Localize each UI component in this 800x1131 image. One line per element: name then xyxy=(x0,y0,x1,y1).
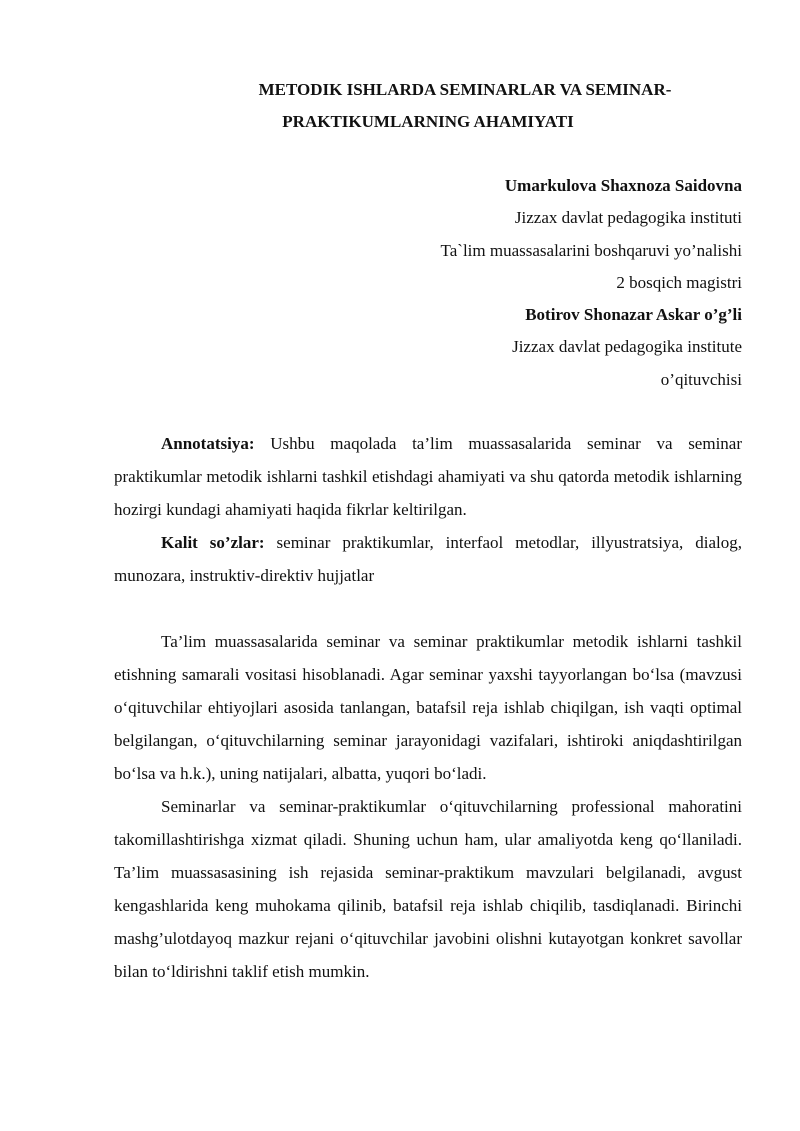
author-1-position: 2 bosqich magistri xyxy=(616,272,742,292)
spacer xyxy=(114,592,742,625)
keywords-paragraph xyxy=(114,526,742,592)
body-paragraph-2: Seminarlar va seminar-praktikumlar o‘qituvchilarning professional mahoratini takomillashtirishga xizmat qiladi. Shuning uchun ham, ular amaliyotda keng qo‘llaniladi. Ta’lim muassasasining ish rejasida seminar-praktikum mavzulari belgilanadi, avgust kengashlarida keng muhokama qilinib, batafsil reja ishlab chiqilib, tasdiqlanadi. Birinchi mashg’ulotdayoq mazkur rejani o‘qituvchilar javobini olishni kutayotgan konkret savollar bilan to‘ldirishni taklif etish mumkin. xyxy=(114,797,742,981)
abstract-label: Annotatsiya: xyxy=(161,434,255,453)
author-block xyxy=(114,170,742,396)
title-line-1: METODIK ISHLARDA SEMINARLAR VA SEMINAR- xyxy=(258,80,672,99)
abstract-paragraph xyxy=(114,427,742,526)
author-1-affiliation: Jizzax davlat pedagogika instituti xyxy=(514,208,742,228)
keywords-text: seminar praktikumlar, interfaol metodlar, illyustratsiya, dialog, munozara, instruktiv-direktiv hujjatlar xyxy=(114,533,743,585)
author-1-department: Ta`lim muassasalarini boshqaruvi yo’nalishi xyxy=(440,240,742,260)
keywords-label: Kalit so’zlar: xyxy=(161,533,265,552)
article-body xyxy=(114,427,742,988)
author-2-position: o’qituvchisi xyxy=(660,369,742,389)
article-title xyxy=(114,74,742,138)
title-line-2: PRAKTIKUMLARNING AHAMIYATI xyxy=(282,112,574,131)
author-1-name: Umarkulova Shaxnoza Saidovna xyxy=(504,176,742,195)
abstract-text: Ushbu maqolada ta’lim muassasalarida seminar va seminar praktikumlar metodik ishlarni tashkil etishdagi ahamiyati va shu qatorda metodik ishlarning hozirgi kundagi ahamiyati haqida fikrlar keltirilgan. xyxy=(114,434,743,519)
author-2-name: Botirov Shonazar Askar o’g’li xyxy=(525,305,742,325)
author-2-affiliation: Jizzax davlat pedagogika institute xyxy=(512,337,742,357)
body-paragraph-1: Ta’lim muassasalarida seminar va seminar praktikumlar metodik ishlarni tashkil etishning samarali vositasi hisoblanadi. Agar seminar yaxshi tayyorlangan bo‘lsa (mavzusi o‘qituvchilar ehtiyojlari asosida tanlangan, batafsil reja ishlab chiqilgan, ish vaqti optimal belgilangan, o‘qituvchilarning seminar jarayonidagi vazifalari, ishtiroki aniqdashtirilgan bo‘lsa va h.k.), uning natijalari, albatta, yuqori bo‘ladi. xyxy=(114,632,742,783)
